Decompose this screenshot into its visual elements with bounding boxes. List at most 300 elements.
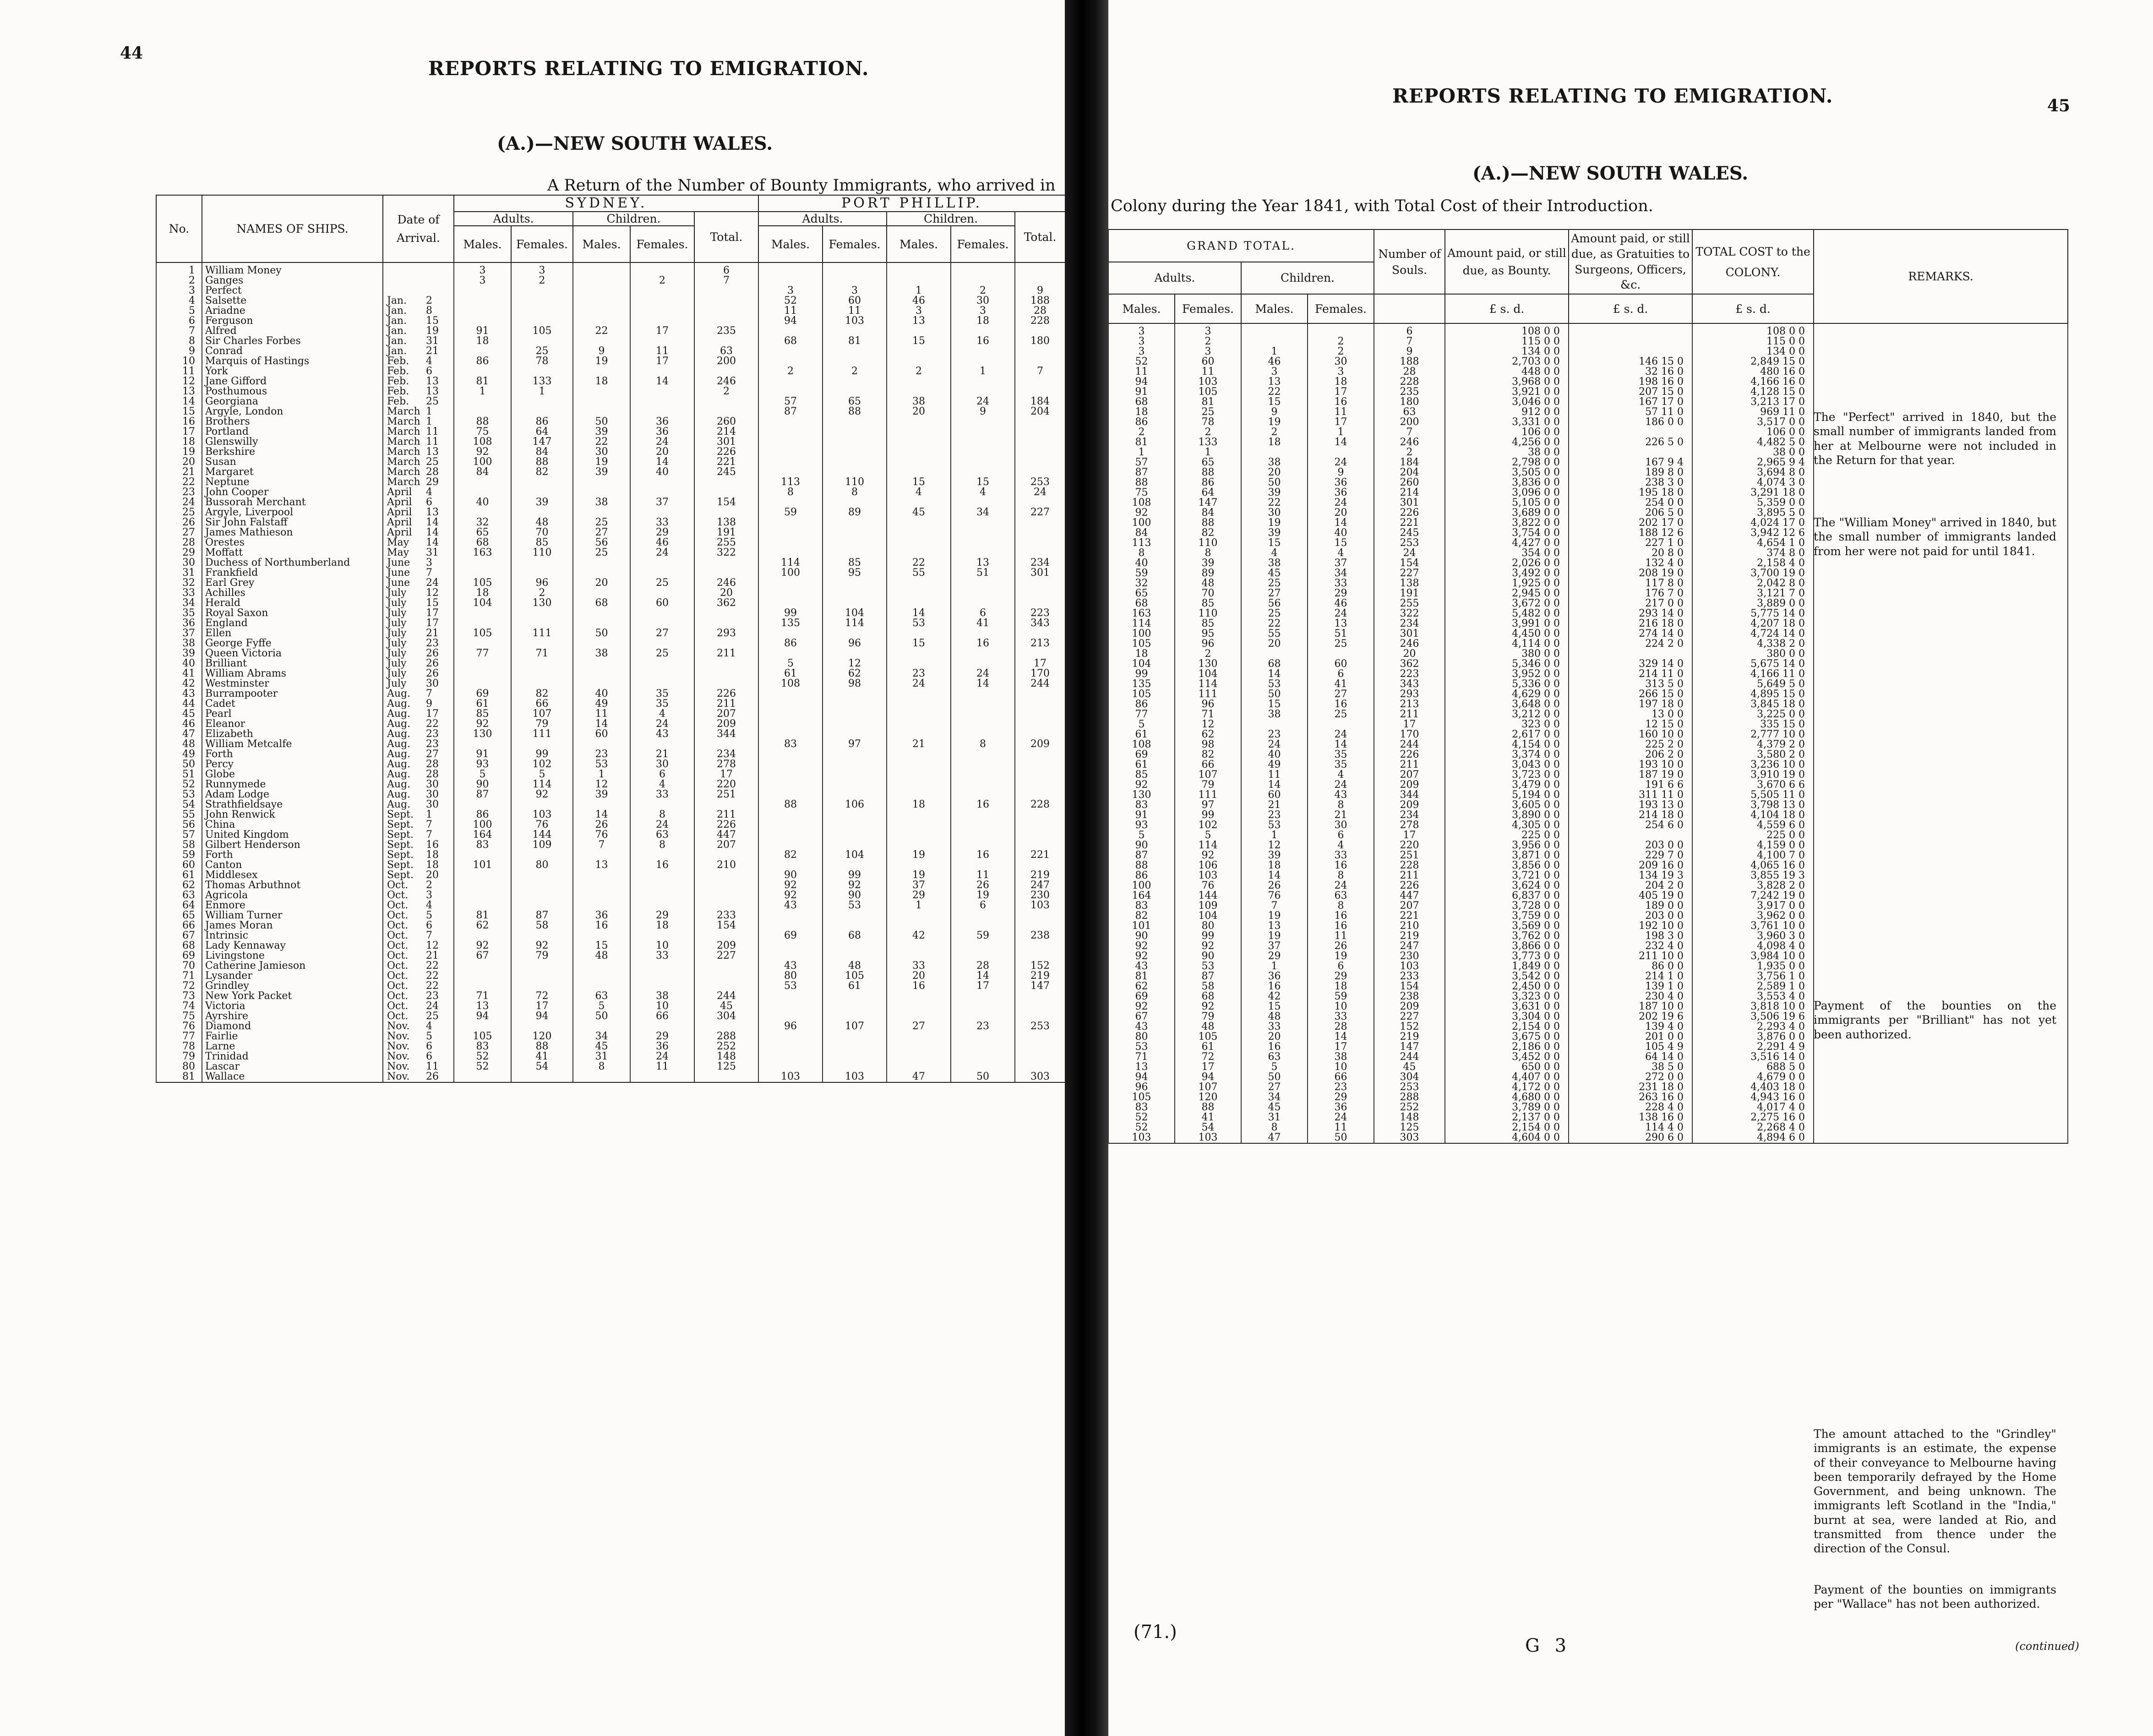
pp-total: 244	[1015, 679, 1065, 689]
remarks-cell	[1814, 699, 2068, 710]
arrival-date	[383, 780, 454, 790]
pp-total	[1015, 548, 1065, 558]
gt-adult-females: 109	[1175, 901, 1241, 911]
pp-child-females	[951, 921, 1015, 931]
right-running-head: REPORTS RELATING TO EMIGRATION.	[1392, 85, 1833, 107]
arrival-day: 31	[426, 336, 439, 346]
gratuities-amount: 189 0 0	[1569, 901, 1692, 911]
gt-adult-females: 70	[1175, 589, 1241, 599]
gratuities-amount: 193 13 0	[1569, 800, 1692, 810]
table-row	[1108, 941, 2068, 951]
souls: 213	[1374, 699, 1445, 710]
sydney-total	[694, 800, 758, 810]
header-remarks: REMARKS.	[1814, 229, 2068, 323]
ship-name: Grindley	[202, 981, 383, 991]
pp-child-females: 50	[951, 1072, 1015, 1082]
table-row	[156, 870, 1065, 880]
header-males: Males.	[454, 226, 511, 262]
pp-child-males	[887, 356, 951, 366]
arrival-date	[383, 719, 454, 729]
sydney-adult-males	[454, 739, 511, 749]
pp-total: 247	[1015, 880, 1065, 890]
remarks-cell	[1814, 982, 2068, 992]
bounty-amount: 3,754 0 0	[1445, 528, 1569, 538]
souls: 244	[1374, 740, 1445, 750]
row-number: 23	[156, 487, 202, 497]
sydney-adult-males: 101	[454, 860, 511, 870]
table-row	[1108, 982, 2068, 992]
gt-adult-females: 76	[1175, 881, 1241, 891]
table-row	[156, 518, 1065, 528]
gt-child-females: 29	[1308, 1092, 1374, 1103]
pp-adult-males	[758, 709, 823, 719]
row-number: 71	[156, 971, 202, 981]
pp-adult-females	[823, 356, 887, 366]
remarks-cell	[1814, 599, 2068, 609]
ship-name: Moffatt	[202, 548, 383, 558]
table-row	[1108, 619, 2068, 629]
bounty-amount: 3,492 0 0	[1445, 568, 1569, 579]
sydney-child-females	[630, 588, 694, 598]
pp-adult-males	[758, 911, 823, 921]
gt-child-females: 18	[1308, 377, 1374, 387]
arrival-day: 29	[426, 477, 439, 487]
sydney-child-males	[573, 618, 630, 628]
gt-adult-males: 1	[1108, 448, 1175, 458]
remarks-cell	[1814, 780, 2068, 790]
pp-child-males	[887, 830, 951, 840]
bounty-amount: 3,043 0 0	[1445, 760, 1569, 770]
sydney-adult-females: 78	[511, 356, 573, 366]
row-number: 34	[156, 598, 202, 608]
souls: 288	[1374, 1092, 1445, 1103]
table-row	[156, 427, 1065, 437]
table-row	[1108, 579, 2068, 589]
gt-adult-females: 53	[1175, 961, 1241, 972]
gt-adult-males: 32	[1108, 579, 1175, 589]
gt-adult-females: 114	[1175, 841, 1241, 851]
arrival-month: June	[387, 568, 410, 578]
header-sydney: SYDNEY.	[454, 195, 758, 212]
sydney-child-females	[630, 850, 694, 860]
gt-child-males: 24	[1241, 740, 1308, 750]
gt-child-males: 40	[1241, 750, 1308, 760]
pp-child-females: 24	[951, 397, 1015, 407]
gt-adult-males: 164	[1108, 891, 1175, 901]
pp-child-females: 30	[951, 296, 1015, 306]
row-number: 36	[156, 618, 202, 628]
sydney-adult-females: 71	[511, 649, 573, 659]
gt-adult-males: 18	[1108, 649, 1175, 659]
sydney-child-males	[573, 262, 630, 276]
pp-child-females: 11	[951, 870, 1015, 880]
sydney-child-males	[573, 608, 630, 618]
pp-child-females: 18	[951, 316, 1015, 326]
pp-adult-males	[758, 417, 823, 427]
pp-child-males	[887, 262, 951, 276]
gt-adult-males: 59	[1108, 568, 1175, 579]
total-cost: 225 0 0	[1692, 830, 1814, 841]
arrival-day: 23	[426, 639, 439, 649]
gratuities-amount: 216 18 0	[1569, 619, 1692, 629]
pp-adult-females	[823, 749, 887, 759]
pp-adult-males	[758, 840, 823, 850]
gt-child-males: 31	[1241, 1113, 1308, 1123]
pp-total	[1015, 427, 1065, 437]
arrival-date	[383, 306, 454, 316]
bounty-amount: 323 0 0	[1445, 720, 1569, 730]
arrival-date	[383, 770, 454, 780]
gratuities-amount: 187 19 0	[1569, 770, 1692, 780]
sydney-adult-females	[511, 558, 573, 568]
row-number: 21	[156, 467, 202, 477]
sydney-adult-males: 100	[454, 457, 511, 467]
pp-child-females	[951, 326, 1015, 336]
ship-name: Sir John Falstaff	[202, 518, 383, 528]
sydney-total: 148	[694, 1052, 758, 1062]
right-section-title: (A.)—NEW SOUTH WALES.	[1472, 163, 1749, 184]
bounty-amount: 448 0 0	[1445, 367, 1569, 377]
pp-total: 303	[1015, 1072, 1065, 1082]
pp-adult-males	[758, 528, 823, 538]
gt-adult-males: 67	[1108, 1012, 1175, 1022]
row-number: 58	[156, 840, 202, 850]
pp-total	[1015, 759, 1065, 770]
bounty-amount: 650 0 0	[1445, 1062, 1569, 1072]
souls: 226	[1374, 750, 1445, 760]
pp-child-females	[951, 437, 1015, 447]
row-number: 18	[156, 437, 202, 447]
pp-child-males: 20	[887, 407, 951, 417]
gt-adult-males: 113	[1108, 538, 1175, 548]
remarks-cell	[1814, 1113, 2068, 1123]
gt-adult-males: 104	[1108, 659, 1175, 669]
table-row	[156, 387, 1065, 397]
total-cost: 3,962 0 0	[1692, 911, 1814, 921]
bounty-amount: 2,154 0 0	[1445, 1123, 1569, 1133]
remarks-cell	[1814, 679, 2068, 689]
pp-adult-females: 98	[823, 679, 887, 689]
pp-child-males	[887, 699, 951, 709]
gratuities-amount: 211 10 0	[1569, 951, 1692, 961]
arrival-day: 6	[426, 1042, 432, 1052]
gt-adult-males: 3	[1108, 337, 1175, 347]
pp-child-females: 2	[951, 286, 1015, 296]
table-row	[1108, 1133, 2068, 1143]
sydney-child-males	[573, 316, 630, 326]
total-cost: 2,158 4 0	[1692, 558, 1814, 568]
gratuities-amount: 64 14 0	[1569, 1052, 1692, 1062]
arrival-date	[383, 588, 454, 598]
row-number: 64	[156, 901, 202, 911]
gratuities-amount	[1569, 830, 1692, 841]
ship-name: Marquis of Hastings	[202, 356, 383, 366]
remarks-cell	[1814, 1103, 2068, 1113]
sydney-adult-females: 105	[511, 326, 573, 336]
sydney-adult-males: 94	[454, 1011, 511, 1021]
gt-child-males: 49	[1241, 760, 1308, 770]
souls: 147	[1374, 1042, 1445, 1052]
sydney-child-females	[630, 1021, 694, 1032]
ship-name: Runnymede	[202, 780, 383, 790]
remarks-cell	[1814, 357, 2068, 367]
total-cost: 3,984 10 0	[1692, 951, 1814, 961]
sydney-child-females: 11	[630, 1062, 694, 1072]
pp-child-males	[887, 991, 951, 1001]
row-number: 65	[156, 911, 202, 921]
table-row	[156, 628, 1065, 639]
sydney-adult-females: 133	[511, 377, 573, 387]
gt-child-females: 36	[1308, 478, 1374, 488]
total-cost: 4,065 16 0	[1692, 861, 1814, 871]
gratuities-amount: 214 1 0	[1569, 972, 1692, 982]
pp-adult-females: 103	[823, 1072, 887, 1082]
sydney-adult-males: 62	[454, 921, 511, 931]
row-number: 60	[156, 860, 202, 870]
pp-child-females: 15	[951, 477, 1015, 487]
sydney-child-males	[573, 558, 630, 568]
row-number: 72	[156, 981, 202, 991]
arrival-day: 14	[426, 538, 439, 548]
pp-adult-males: 68	[758, 336, 823, 346]
arrival-date	[383, 870, 454, 880]
souls: 293	[1374, 689, 1445, 699]
pp-child-females	[951, 860, 1015, 870]
sydney-child-males	[573, 890, 630, 901]
pp-child-females	[951, 588, 1015, 598]
pp-adult-males	[758, 538, 823, 548]
pp-adult-males: 135	[758, 618, 823, 628]
ship-name: Agricola	[202, 890, 383, 901]
ship-name: William Turner	[202, 911, 383, 921]
total-cost: 4,207 18 0	[1692, 619, 1814, 629]
arrival-day: 17	[426, 608, 439, 618]
pp-child-females	[951, 262, 1015, 276]
arrival-day: 5	[426, 911, 432, 921]
pp-total	[1015, 649, 1065, 659]
gt-child-males: 45	[1241, 568, 1308, 579]
souls: 103	[1374, 961, 1445, 972]
gt-adult-males: 114	[1108, 619, 1175, 629]
pp-adult-females	[823, 628, 887, 639]
gt-child-females: 17	[1308, 417, 1374, 427]
souls: 253	[1374, 1082, 1445, 1092]
gt-adult-females: 66	[1175, 760, 1241, 770]
pp-adult-females	[823, 1001, 887, 1011]
souls: 154	[1374, 982, 1445, 992]
row-number: 75	[156, 1011, 202, 1021]
sydney-child-males	[573, 800, 630, 810]
sydney-child-males: 22	[573, 437, 630, 447]
arrival-month: Oct.	[387, 880, 409, 890]
gt-adult-males: 62	[1108, 982, 1175, 992]
gt-child-females: 14	[1308, 518, 1374, 528]
remark-wallace: Payment of the bounties on immigrants per "Wallace" has not been authorized.	[1814, 1583, 2056, 1611]
row-number: 5	[156, 306, 202, 316]
table-row	[156, 820, 1065, 830]
gratuities-amount: 114 4 0	[1569, 1123, 1692, 1133]
total-cost: 4,166 16 0	[1692, 377, 1814, 387]
gratuities-amount: 105 4 9	[1569, 1042, 1692, 1052]
header-males: Males.	[758, 226, 823, 262]
gratuities-amount: 208 19 0	[1569, 568, 1692, 579]
total-cost: 1,935 0 0	[1692, 961, 1814, 972]
total-cost: 4,074 3 0	[1692, 478, 1814, 488]
pp-child-females	[951, 628, 1015, 639]
table-row	[1108, 881, 2068, 891]
gratuities-amount: 207 15 0	[1569, 387, 1692, 397]
sydney-total: 17	[694, 770, 758, 780]
gt-adult-females: 39	[1175, 558, 1241, 568]
gratuities-amount: 12 15 0	[1569, 720, 1692, 730]
sydney-child-males	[573, 336, 630, 346]
header-males: Males.	[1108, 294, 1175, 323]
pp-adult-males	[758, 951, 823, 961]
sydney-child-males: 1	[573, 770, 630, 780]
pp-adult-females	[823, 387, 887, 397]
bounty-amount: 115 0 0	[1445, 337, 1569, 347]
table-row	[156, 377, 1065, 387]
arrival-date	[383, 759, 454, 770]
row-number: 49	[156, 749, 202, 759]
pp-adult-males	[758, 921, 823, 931]
gt-adult-females: 104	[1175, 669, 1241, 679]
arrival-month: Aug.	[387, 699, 411, 709]
arrival-day: 6	[426, 921, 432, 931]
sydney-child-males	[573, 407, 630, 417]
bounty-amount: 2,617 0 0	[1445, 730, 1569, 740]
bounty-amount: 3,856 0 0	[1445, 861, 1569, 871]
souls: 210	[1374, 921, 1445, 931]
pp-child-males: 15	[887, 336, 951, 346]
table-row	[156, 538, 1065, 548]
table-row	[156, 1052, 1065, 1062]
pp-adult-females: 11	[823, 306, 887, 316]
gt-child-females: 66	[1308, 1072, 1374, 1082]
sydney-adult-females: 82	[511, 689, 573, 699]
table-row	[1108, 851, 2068, 861]
souls: 301	[1374, 498, 1445, 508]
gt-adult-females: 68	[1175, 992, 1241, 1002]
pp-child-males	[887, 1062, 951, 1072]
arrival-date	[383, 941, 454, 951]
sydney-child-females: 43	[630, 729, 694, 739]
header-females: Females.	[1175, 294, 1241, 323]
pp-child-males	[887, 437, 951, 447]
ship-name: Georgiana	[202, 397, 383, 407]
gt-child-males: 39	[1241, 488, 1308, 498]
pp-child-males: 27	[887, 1021, 951, 1032]
bounty-amount: 3,648 0 0	[1445, 699, 1569, 710]
sydney-adult-females: 82	[511, 467, 573, 477]
pp-adult-males: 3	[758, 286, 823, 296]
gt-adult-males: 61	[1108, 760, 1175, 770]
arrival-date	[383, 346, 454, 356]
arrival-date	[383, 639, 454, 649]
souls: 447	[1374, 891, 1445, 901]
total-cost: 38 0 0	[1692, 448, 1814, 458]
sydney-total	[694, 366, 758, 377]
pp-child-females	[951, 377, 1015, 387]
sydney-child-males: 5	[573, 1001, 630, 1011]
remarks-cell	[1814, 1052, 2068, 1062]
table-row	[1108, 468, 2068, 478]
sydney-adult-females: 114	[511, 780, 573, 790]
bounty-amount: 5,346 0 0	[1445, 659, 1569, 669]
table-row	[1108, 891, 2068, 901]
sydney-adult-males	[454, 397, 511, 407]
bounty-amount: 225 0 0	[1445, 830, 1569, 841]
souls: 260	[1374, 478, 1445, 488]
pp-adult-males	[758, 356, 823, 366]
bounty-amount: 3,822 0 0	[1445, 518, 1569, 528]
gratuities-amount: 311 11 0	[1569, 790, 1692, 800]
pp-total: 180	[1015, 336, 1065, 346]
pp-child-males	[887, 689, 951, 699]
sydney-total: 234	[694, 749, 758, 759]
header-females: Females.	[823, 226, 887, 262]
pp-total	[1015, 417, 1065, 427]
pp-adult-females	[823, 1042, 887, 1052]
gt-child-males: 19	[1241, 518, 1308, 528]
pp-child-females	[951, 548, 1015, 558]
table-row	[156, 497, 1065, 508]
gt-child-males: 63	[1241, 1052, 1308, 1062]
pp-adult-males	[758, 1062, 823, 1072]
sydney-total: 362	[694, 598, 758, 608]
pp-child-males: 23	[887, 669, 951, 679]
pp-child-males	[887, 387, 951, 397]
ship-name: Argyle, London	[202, 407, 383, 417]
sydney-child-females	[630, 262, 694, 276]
header-gt-adults: Adults.	[1108, 262, 1241, 295]
sydney-child-males: 39	[573, 790, 630, 800]
row-number: 4	[156, 296, 202, 306]
pp-adult-males: 96	[758, 1021, 823, 1032]
gratuities-amount: 192 10 0	[1569, 921, 1692, 931]
arrival-month: Aug.	[387, 709, 411, 719]
pp-child-males	[887, 790, 951, 800]
gt-adult-females: 2	[1175, 649, 1241, 659]
sydney-child-males	[573, 296, 630, 306]
row-number: 15	[156, 407, 202, 417]
gt-child-females: 19	[1308, 951, 1374, 961]
pp-total	[1015, 941, 1065, 951]
sydney-total	[694, 971, 758, 981]
gt-child-females: 13	[1308, 619, 1374, 629]
arrival-date	[383, 316, 454, 326]
gt-adult-males: 43	[1108, 961, 1175, 972]
gt-child-males: 16	[1241, 1042, 1308, 1052]
bounty-amount: 2,137 0 0	[1445, 1113, 1569, 1123]
table-row	[1108, 609, 2068, 619]
gt-child-females: 6	[1308, 961, 1374, 972]
bounty-amount: 3,046 0 0	[1445, 397, 1569, 407]
total-cost: 4,159 0 0	[1692, 841, 1814, 851]
table-row	[156, 991, 1065, 1001]
gt-child-males: 23	[1241, 730, 1308, 740]
gt-child-males: 1	[1241, 961, 1308, 972]
pp-adult-males: 86	[758, 639, 823, 649]
table-row	[156, 276, 1065, 286]
gt-child-females: 18	[1308, 982, 1374, 992]
sydney-adult-females: 111	[511, 729, 573, 739]
sydney-child-females	[630, 800, 694, 810]
pp-child-males	[887, 759, 951, 770]
ship-name: Achilles	[202, 588, 383, 598]
gt-adult-females: 99	[1175, 931, 1241, 941]
gt-child-males: 1	[1241, 347, 1308, 357]
